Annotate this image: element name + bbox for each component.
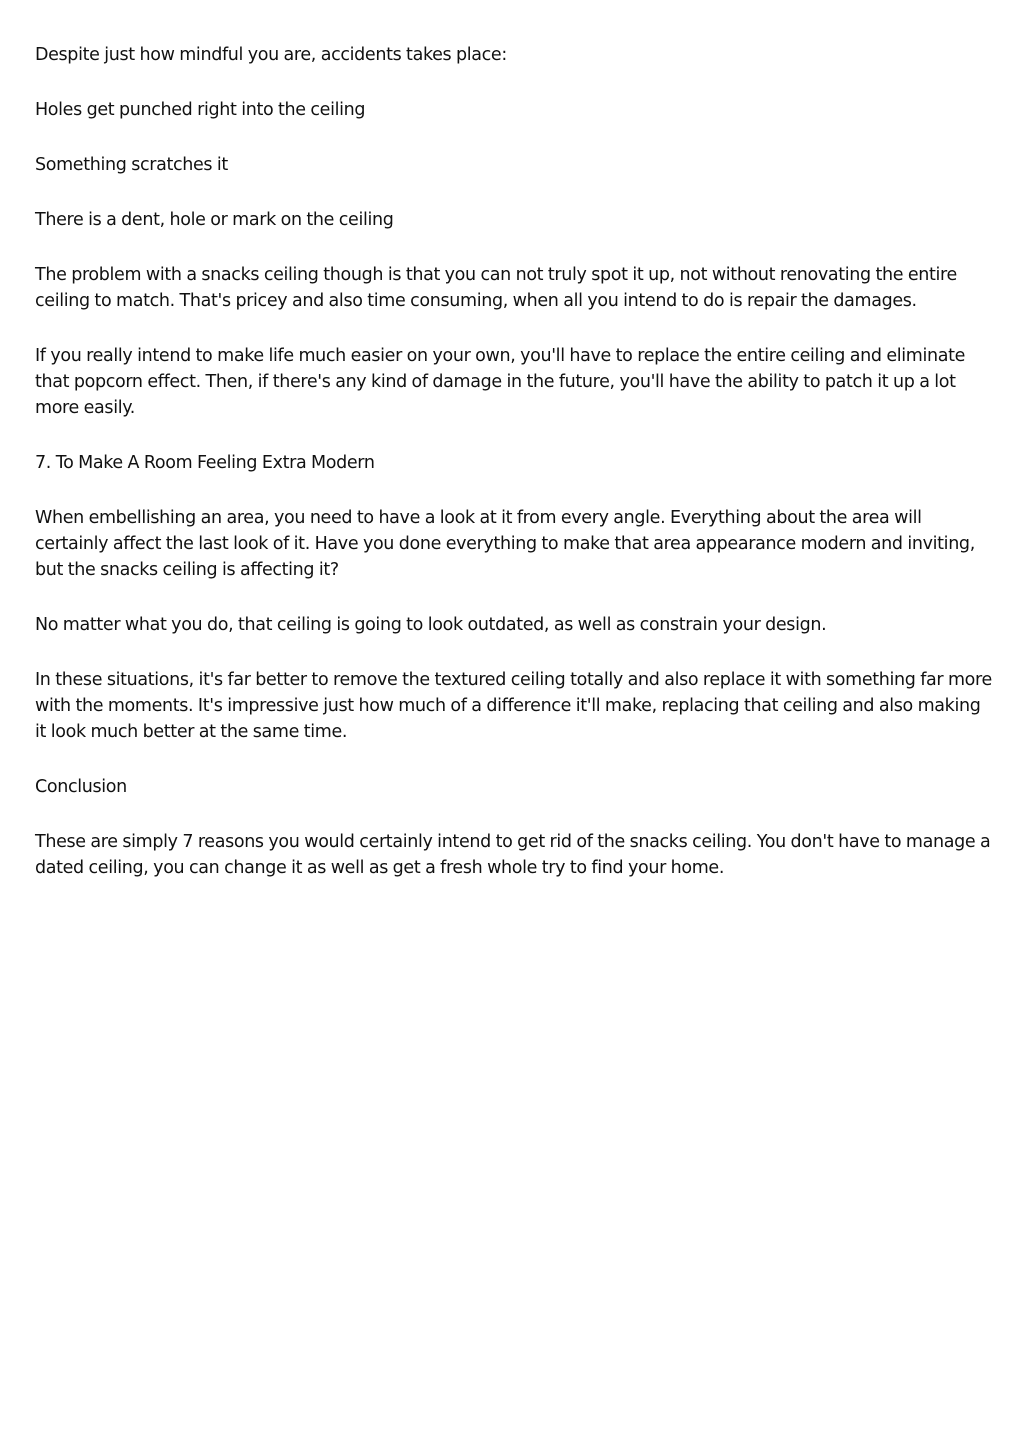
paragraph-replace-ceiling: If you really intend to make life much easier on your own, you'll have to replace the entire ceiling and eliminate that popcorn effect. Then, if there's any kind of damage in the future, you'll have the ability to patch it up a lot more easily. — [35, 346, 966, 418]
paragraph-outdated: No matter what you do, that ceiling is going to look outdated, as well as constrain your design. — [35, 615, 827, 635]
paragraph-scratches: Something scratches it — [35, 155, 228, 175]
paragraph-embellishing: When embellishing an area, you need to have a look at it from every angle. Everything about the area will certainly affect the last look of it. Have you done everything to make that area appearance modern and inviting, but the snacks ceiling is affecting it? — [35, 508, 975, 580]
document-body — [35, 42, 995, 910]
paragraph-situations: In these situations, it's far better to remove the textured ceiling totally and also replace it with something far more with the moments. It's impressive just how much of a difference it'll make, replacing that ceiling and also making it look much better at the same time. — [35, 670, 992, 742]
paragraph-dent: There is a dent, hole or mark on the ceiling — [35, 210, 394, 230]
paragraph-accidents-intro: Despite just how mindful you are, accidents takes place: — [35, 45, 507, 65]
section-heading-modern: 7. To Make A Room Feeling Extra Modern — [35, 453, 375, 473]
paragraph-holes: Holes get punched right into the ceiling — [35, 100, 366, 120]
section-heading-conclusion: Conclusion — [35, 777, 127, 797]
paragraph-patch-problem: The problem with a snacks ceiling though is that you can not truly spot it up, not without renovating the entire ceiling to match. That's pricey and also time consuming, when all you intend to do is repair the damages. — [35, 265, 957, 311]
paragraph-conclusion: These are simply 7 reasons you would certainly intend to get rid of the snacks ceiling. You don't have to manage a dated ceiling, you can change it as well as get a fresh whole try to find your home. — [35, 832, 991, 878]
